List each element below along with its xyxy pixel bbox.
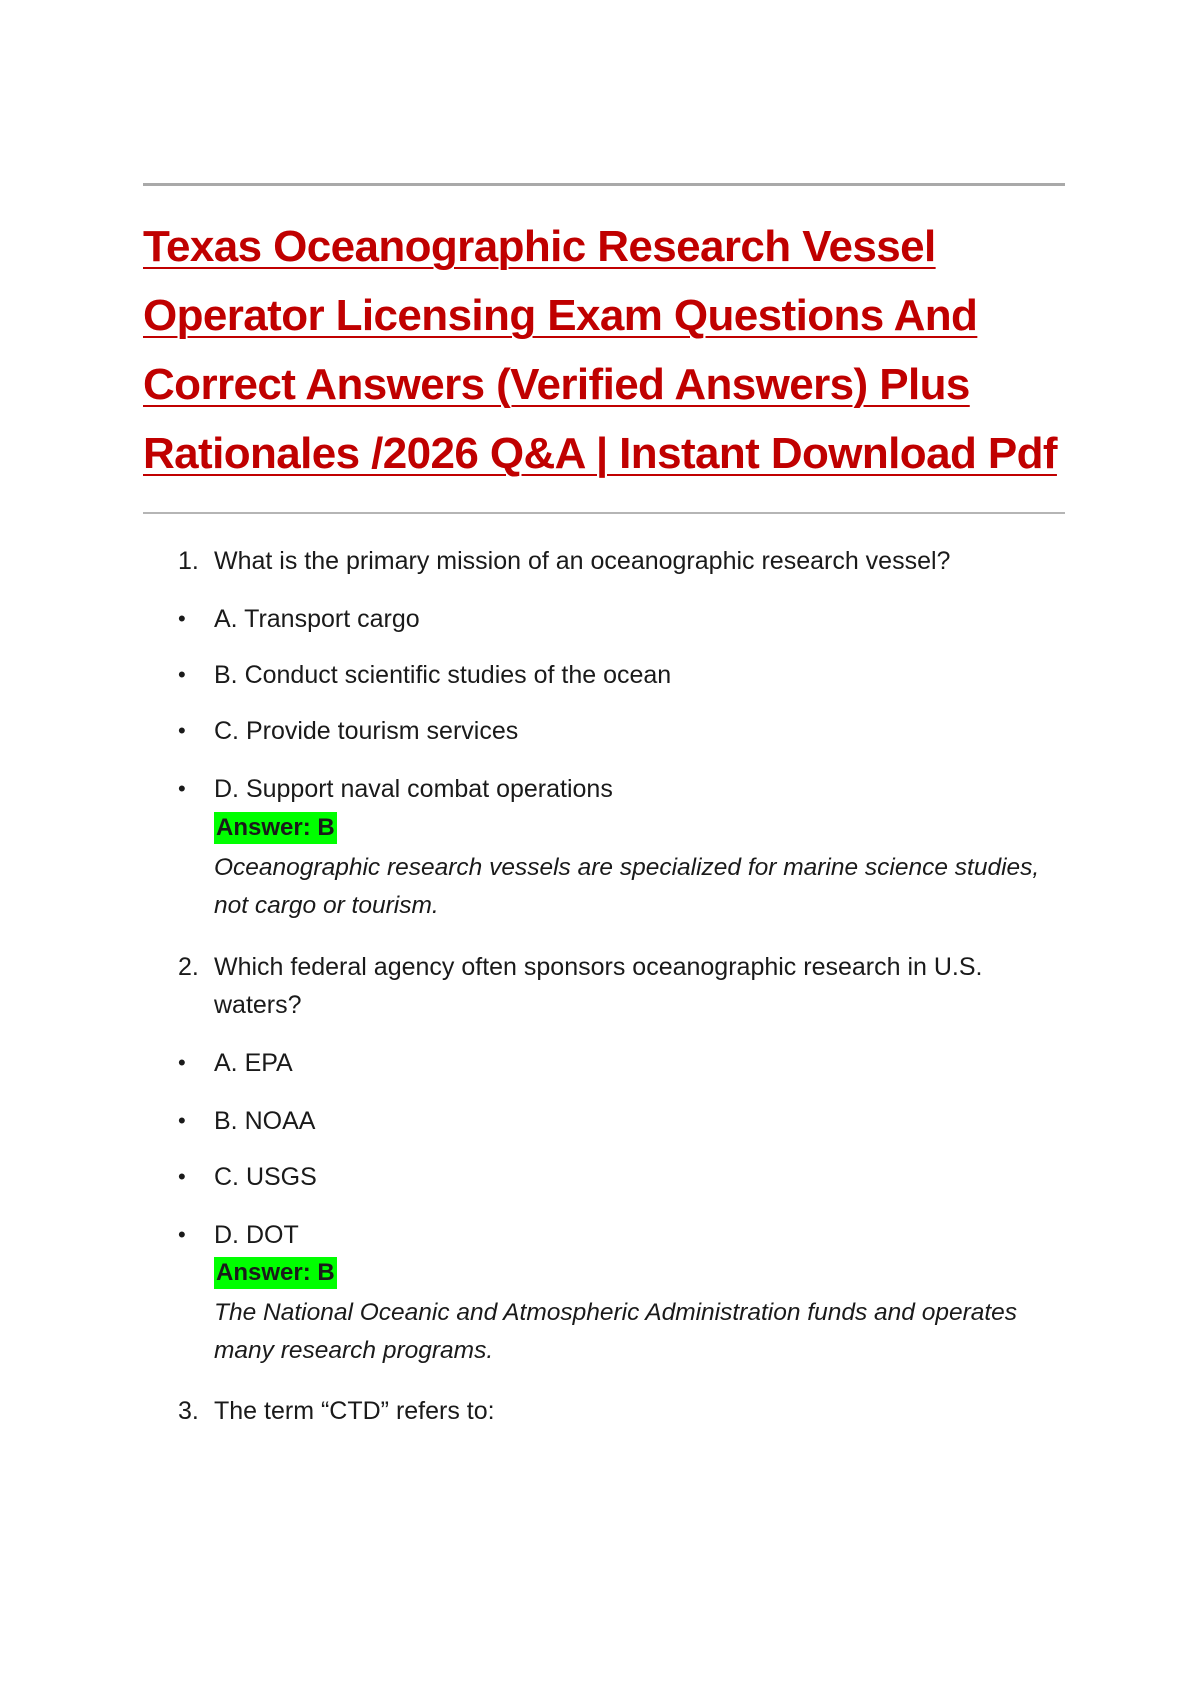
option-label: D. DOT [214, 1221, 299, 1249]
bullet-icon: • [178, 1222, 186, 1247]
rationale-text: Oceanographic research vessels are specialized for marine science studies, not cargo or tourism. [214, 854, 1040, 919]
document-title [143, 212, 1083, 488]
rationale-text: The National Oceanic and Atmospheric Administration funds and operates many research programs. [214, 1299, 1018, 1364]
title-line: Correct Answers (Verified Answers) Plus [143, 360, 970, 409]
option-label: D. Support naval combat operations [214, 775, 613, 803]
bullet-icon: • [178, 776, 186, 801]
question-number: 2. [178, 953, 199, 981]
option-label: B. Conduct scientific studies of the ocean [214, 661, 672, 689]
question-text: The term “CTD” refers to: [214, 1397, 495, 1425]
answer-badge: Answer: B [214, 1257, 337, 1289]
option-label: A. Transport cargo [214, 605, 420, 633]
question-number: 1. [178, 547, 199, 575]
option-label: C. Provide tourism services [214, 717, 519, 745]
title-line: Operator Licensing Exam Questions And [143, 291, 978, 340]
bullet-icon: • [178, 1108, 186, 1133]
bullet-icon: • [178, 662, 186, 687]
option-label: A. EPA [214, 1049, 293, 1077]
bullet-icon: • [178, 606, 186, 631]
top-divider [143, 183, 1065, 186]
title-line: Rationales /2026 Q&A | Instant Download Pdf [143, 429, 1057, 478]
title-bottom-divider [143, 512, 1065, 514]
bullet-icon: • [178, 1164, 186, 1189]
option-label: B. NOAA [214, 1107, 316, 1135]
answer-badge: Answer: B [214, 812, 337, 844]
question-number: 3. [178, 1397, 199, 1425]
question-text: What is the primary mission of an oceanographic research vessel? [214, 547, 951, 575]
title-line: Texas Oceanographic Research Vessel [143, 222, 936, 271]
question-text: Which federal agency often sponsors oceanographic research in U.S. waters? [214, 953, 983, 1019]
bullet-icon: • [178, 1050, 186, 1075]
bullet-icon: • [178, 718, 186, 743]
option-label: C. USGS [214, 1163, 317, 1191]
